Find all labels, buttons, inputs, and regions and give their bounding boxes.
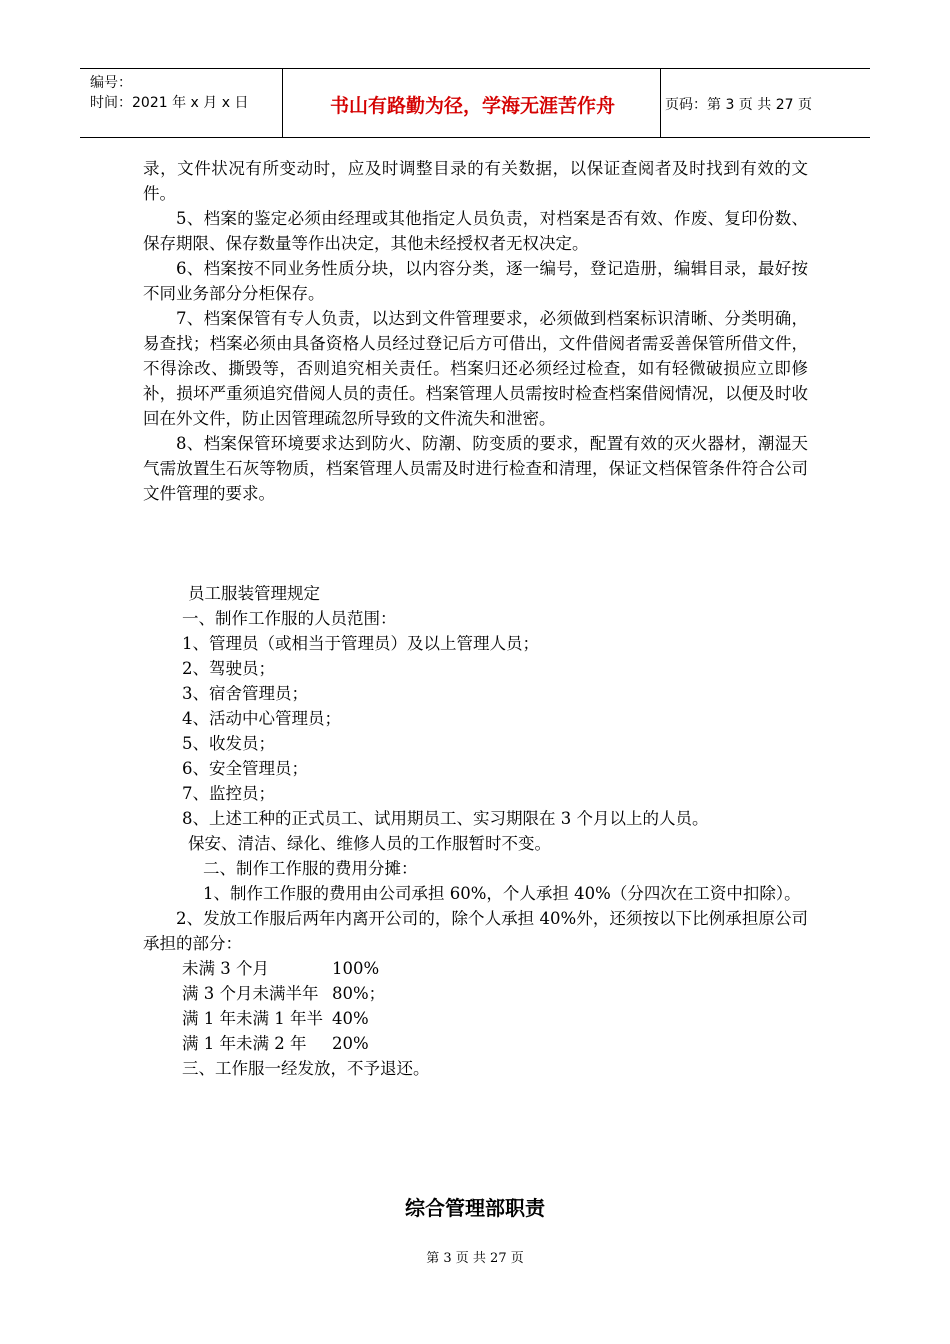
paragraph: 录，文件状况有所变动时，应及时调整目录的有关数据，以保证查阅者及时找到有效的文件。 [143,159,808,203]
section-heading: 二、制作工作服的费用分摊： [203,859,418,878]
fee-percent: 20% [332,1034,369,1053]
date-label: 时间：2021 年 x 月 x 日 [90,95,249,111]
list-item: 4、活动中心管理员； [182,709,341,728]
paragraph: 1、制作工作服的费用由公司承担 60%，个人承担 40%（分四次在工资中扣除）。 [203,884,801,903]
document-body [143,156,808,1081]
fee-percent: 80%； [332,984,386,1003]
header-divider [282,69,283,137]
section-heading: 一、制作工作服的人员范围： [182,609,397,628]
list-item: 1、管理员（或相当于管理员）及以上管理人员； [182,634,539,653]
fee-row [143,981,808,1006]
fee-row [143,1006,808,1031]
fee-row [143,956,808,981]
doc-number-label: 编号： [90,75,132,91]
paragraph: 7、档案保管有专人负责，以达到文件管理要求，必须做到档案标识清晰、分类明确，易查找；档案必须由具备资格人员经过登记后方可借出，文件借阅者需妥善保管所借文件，不得涂改、撕毁等，否则追究相关责任。档案归还必须经过检查，如有轻微破损应立即修补，损坏严重须追究借阅人员的责任。档案管理人员需按时检查档案借阅情况，以便及时收回在外文件，防止因管理疏忽所导致的文件流失和泄密。 [143,309,808,428]
list-item: 2、驾驶员； [182,659,275,678]
fee-period: 未满 3 个月 [182,959,269,978]
fee-period: 满 1 年未满 2 年 [182,1034,307,1053]
next-section-title: 综合管理部职责 [405,1196,545,1220]
fee-period: 满 3 个月未满半年 [182,984,319,1003]
page-footer: 第 3 页 共 27 页 [426,1251,524,1266]
fee-period: 满 1 年未满 1 年半 [182,1009,323,1028]
header-page-number: 页码：第 3 页 共 27 页 [665,97,812,113]
list-item: 5、收发员； [182,734,275,753]
section-title: 员工服装管理规定 [188,584,320,603]
page-header [80,68,870,138]
paragraph: 6、档案按不同业务性质分块，以内容分类，逐一编号，登记造册，编辑目录，最好按不同业务部分分柜保存。 [143,259,808,303]
list-item: 8、上述工种的正式员工、试用期员工、实习期限在 3 个月以上的人员。 [182,809,709,828]
fee-percent: 40% [332,1009,369,1028]
section-heading: 三、工作服一经发放，不予退还。 [182,1059,430,1078]
header-meta [90,73,248,113]
list-item: 6、安全管理员； [182,759,308,778]
paragraph: 5、档案的鉴定必须由经理或其他指定人员负责，对档案是否有效、作废、复印份数、保存期限、保存数量等作出决定，其他未经授权者无权决定。 [143,209,808,253]
header-divider [660,69,661,137]
paragraph: 2、发放工作服后两年内离开公司的，除个人承担 40%外，还须按以下比例承担原公司承担的部分： [143,909,808,953]
list-item: 3、宿舍管理员； [182,684,308,703]
fee-percent: 100% [332,959,380,978]
fee-row [143,1031,808,1056]
note-text: 保安、清洁、绿化、维修人员的工作服暂时不变。 [188,834,551,853]
section-gap [143,506,808,581]
list-item: 7、监控员； [182,784,275,803]
paragraph: 8、档案保管环境要求达到防火、防潮、防变质的要求，配置有效的灭火器材，潮湿天气需放置生石灰等物质，档案管理人员需及时进行检查和清理，保证文档保管条件符合公司文件管理的要求。 [143,434,808,503]
header-motto: 书山有路勤为径，学海无涯苦作舟 [329,95,615,117]
